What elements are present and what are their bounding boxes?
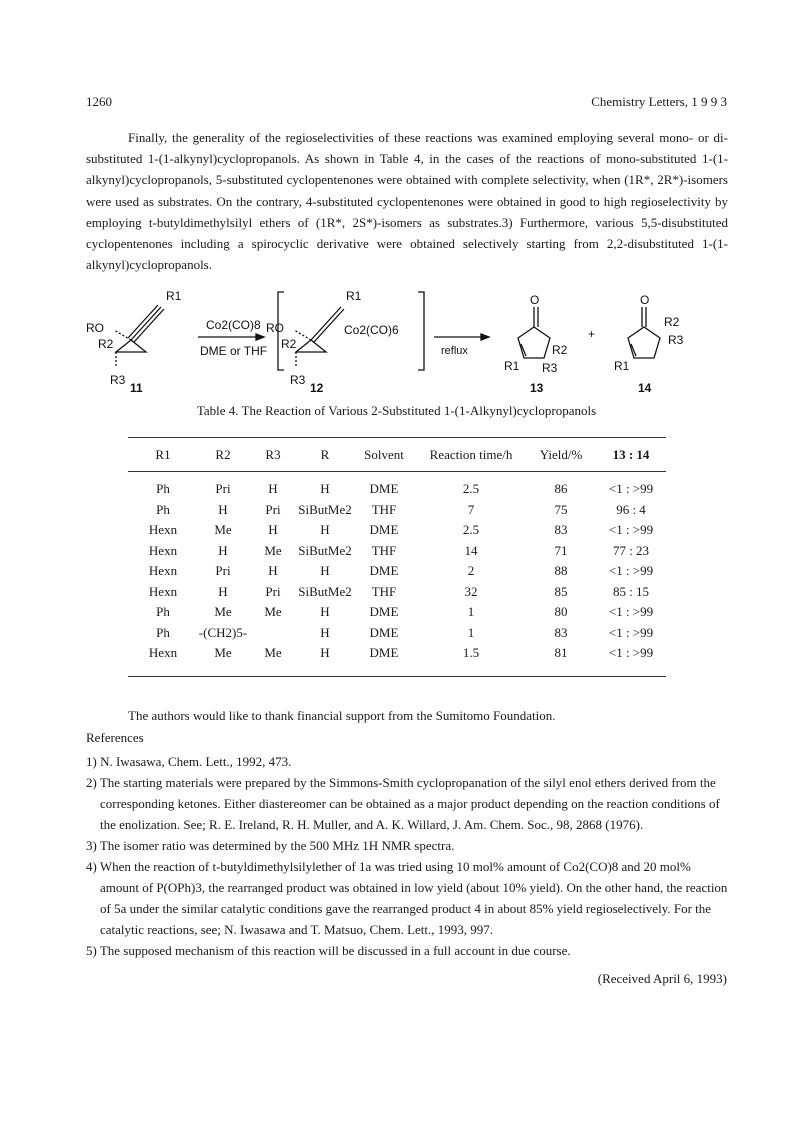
table-cell: H [268, 481, 278, 497]
label-r3-14: R3 [668, 333, 684, 347]
table-cell: 2.5 [462, 522, 480, 538]
table-row [128, 471, 666, 500]
table-cell: H [218, 542, 228, 558]
table-caption: Table 4. The Reaction of Various 2-Substituted 1-(1-Alkynyl)cyclopropanols [196, 403, 597, 418]
table-cell: THF [371, 501, 397, 517]
label-r2-11: R2 [98, 337, 114, 351]
table-cell: H [268, 522, 278, 538]
table-row [128, 643, 666, 664]
table-header-cell: R3 [265, 446, 281, 462]
reference-item: 1) N. Iwasawa, Chem. Lett., 1992, 473. [86, 754, 292, 769]
reference-item: 2) The starting materials were prepared by the Simmons-Smith cyclopropanation of the silyl enol ethers derived from the corresponding ketones. Either diastereomer can be obtained as a major product depending on the reaction conditions of the enolization. See; R. E. Ireland, R. H. Muller, and A. K. Willard, J. Am. Chem. Soc., 98, 2868 (1976). [86, 775, 720, 832]
table-bottom-rule [128, 676, 666, 677]
table-cell [248, 623, 298, 644]
table-cell: Pri [265, 501, 281, 517]
table-header-cell: 13 : 14 [612, 446, 650, 462]
table-cell: <1 : >99 [608, 563, 654, 579]
table-cell: SiButMe2 [298, 501, 352, 517]
table-cell: 77 : 23 [612, 542, 650, 558]
table-cell: Me [214, 604, 232, 620]
table-cell: 83 [554, 522, 568, 538]
table-cell: 80 [554, 604, 568, 620]
table-cell: H [218, 501, 228, 517]
page-header [86, 94, 727, 110]
journal-name: Chemistry Letters, 1 9 9 3 [591, 94, 727, 109]
table-cell: Me [264, 542, 282, 558]
table-cell: SiButMe2 [298, 583, 352, 599]
table-header-cell: R1 [155, 446, 171, 462]
label-r1-11: R1 [166, 289, 182, 303]
table-cell: Pri [215, 563, 231, 579]
table-cell: Hexn [148, 542, 178, 558]
table-cell: DME [369, 563, 399, 579]
page-number: 1260 [86, 94, 112, 109]
reaction-scheme [86, 282, 728, 402]
table-header-cell: Yield/% [539, 446, 583, 462]
table-cell: Pri [265, 583, 281, 599]
table-cell: DME [369, 481, 399, 497]
label-r2-14: R2 [664, 315, 680, 329]
table-header-cell: Reaction time/h [429, 446, 513, 462]
reference-item: 4) When the reaction of t-butyldimethylsilylether of 1a was tried using 10 mol% amount of Co2(CO)8 and 20 mol% amount of P(OPh)3, the rearranged product was obtained in low yield (about 10% yield). On the other hand, the reaction of 5a under the similar catalytic conditions gave the rearranged product 4 in about 85% yield regioselectively. For the catalytic reactions, see; N. Iwasawa and T. Matsuo, Chem. Lett., 1993, 997. [86, 859, 728, 937]
intro-paragraph: Finally, the generality of the regioselectivities of these reactions was examined employing several mono- or di- substituted 1-(1-alkynyl)cyclopropanols. As shown in Table 4, in the cases of the reactions of mono-substituted 1-(1-alkynyl)cyclopropanols, 5-substituted cyclopentenones were obtained with complete selectivity, when (1R*, 2R*)-isomers were used as substrates. On the contrary, 4-substituted cyclopentenones were obtained in good to high regioselectivity by employing t-butyldimethylsilyl ethers of (1R*, 2S*)-isomers as substrates.3) Furthermore, various 5,5-disubstituted cyclopentenones including a spirocyclic derivative were obtained selectively starting from 2,2-disubstituted 1-(1-alkynyl)cyclopropanols. [86, 130, 728, 273]
table-cell: H [320, 481, 330, 497]
table-cell: Me [264, 604, 282, 620]
table-cell: 96 : 4 [616, 501, 646, 517]
table-cell: Ph [156, 501, 170, 517]
reference-item: 3) The isomer ratio was determined by the 500 MHz 1H NMR spectra. [86, 838, 455, 853]
table-cell: <1 : >99 [608, 624, 654, 640]
table-cell: Me [214, 522, 232, 538]
label-r1-14: R1 [614, 359, 630, 373]
reagent-top: Co2(CO)8 [206, 318, 261, 332]
table-cell: H [320, 604, 330, 620]
compound-13-label: 13 [530, 381, 544, 395]
plus-sign: + [588, 327, 596, 341]
table-cell: 14 [464, 542, 478, 558]
table-cell: H [320, 522, 330, 538]
intermediate-complex: Co2(CO)6 [344, 323, 399, 337]
table-cell: 86 [554, 481, 568, 497]
table-cell: THF [371, 583, 397, 599]
table-row [128, 520, 666, 541]
label-r1-12: R1 [346, 289, 362, 303]
table-cell: DME [369, 522, 399, 538]
compound-12-label: 12 [310, 381, 324, 395]
table-cell: Ph [156, 481, 170, 497]
table-grid [128, 438, 666, 664]
reference-item: 5) The supposed mechanism of this reaction will be discussed in a full account in due course. [86, 943, 571, 958]
table-cell: Hexn [148, 645, 178, 661]
label-r2-13: R2 [552, 343, 568, 357]
label-r3-13: R3 [542, 361, 558, 375]
table-cell: Ph [156, 604, 170, 620]
table-header-cell: R2 [215, 446, 231, 462]
acknowledgement: The authors would like to thank financial support from the Sumitomo Foundation. [128, 708, 556, 723]
label-r3-11: R3 [110, 373, 126, 387]
reagent-bottom: DME or THF [200, 344, 268, 358]
table-cell: Me [264, 645, 282, 661]
received-date: (Received April 6, 1993) [597, 971, 727, 986]
table-cell: 75 [554, 501, 568, 517]
table-row [128, 541, 666, 562]
table-header-cell: Solvent [364, 446, 404, 462]
table-row [128, 623, 666, 644]
table-cell: 1 [467, 624, 475, 640]
references-title: References [86, 730, 144, 745]
table-cell: 2 [467, 563, 475, 579]
table-cell: 32 [464, 583, 478, 599]
table-cell: 85 [554, 583, 568, 599]
table-cell: SiButMe2 [298, 542, 352, 558]
table-cell: DME [369, 604, 399, 620]
table-cell: Hexn [148, 563, 178, 579]
scheme-svg [86, 282, 728, 402]
table-cell: THF [371, 542, 397, 558]
table-cell: 1.5 [462, 645, 480, 661]
table-cell: H [320, 563, 330, 579]
compound-14-label: 14 [638, 381, 652, 395]
table-cell: Hexn [148, 522, 178, 538]
table-cell: 83 [554, 624, 568, 640]
table-cell: Me [214, 645, 232, 661]
label-r2-12: R2 [281, 337, 297, 351]
table-cell: <1 : >99 [608, 522, 654, 538]
table-cell: <1 : >99 [608, 481, 654, 497]
table-cell: H [320, 624, 330, 640]
table-cell: 71 [554, 542, 568, 558]
table-cell: 1 [467, 604, 475, 620]
table-cell: 7 [467, 501, 475, 517]
reflux-label: reflux [441, 345, 468, 357]
label-r3-12: R3 [290, 373, 306, 387]
table-cell: 88 [554, 563, 568, 579]
table-row [128, 561, 666, 582]
table-cell: <1 : >99 [608, 645, 654, 661]
label-ro-11: RO [86, 321, 104, 335]
table-cell: H [218, 583, 228, 599]
table-cell: H [320, 645, 330, 661]
label-r1-13: R1 [504, 359, 520, 373]
table-header-cell: R [320, 446, 330, 462]
table-cell: H [268, 563, 278, 579]
table-header-row [128, 438, 666, 471]
table-row [128, 602, 666, 623]
table-cell: Hexn [148, 583, 178, 599]
table-row [128, 500, 666, 521]
table-cell: Ph [156, 624, 170, 640]
table-cell: -(CH2)5- [198, 624, 248, 640]
table-cell: DME [369, 624, 399, 640]
table-body [128, 471, 666, 664]
table-cell: DME [369, 645, 399, 661]
table-cell: 2.5 [462, 481, 480, 497]
label-o-14: O [640, 293, 650, 307]
table-cell: <1 : >99 [608, 604, 654, 620]
label-o-13: O [530, 293, 540, 307]
table-cell: 85 : 15 [612, 583, 650, 599]
references-list [86, 751, 728, 961]
table-row [128, 582, 666, 603]
label-ro-12: RO [266, 321, 284, 335]
table-cell: 81 [554, 645, 568, 661]
table-cell: Pri [215, 481, 231, 497]
compound-11-label: 11 [130, 381, 143, 395]
